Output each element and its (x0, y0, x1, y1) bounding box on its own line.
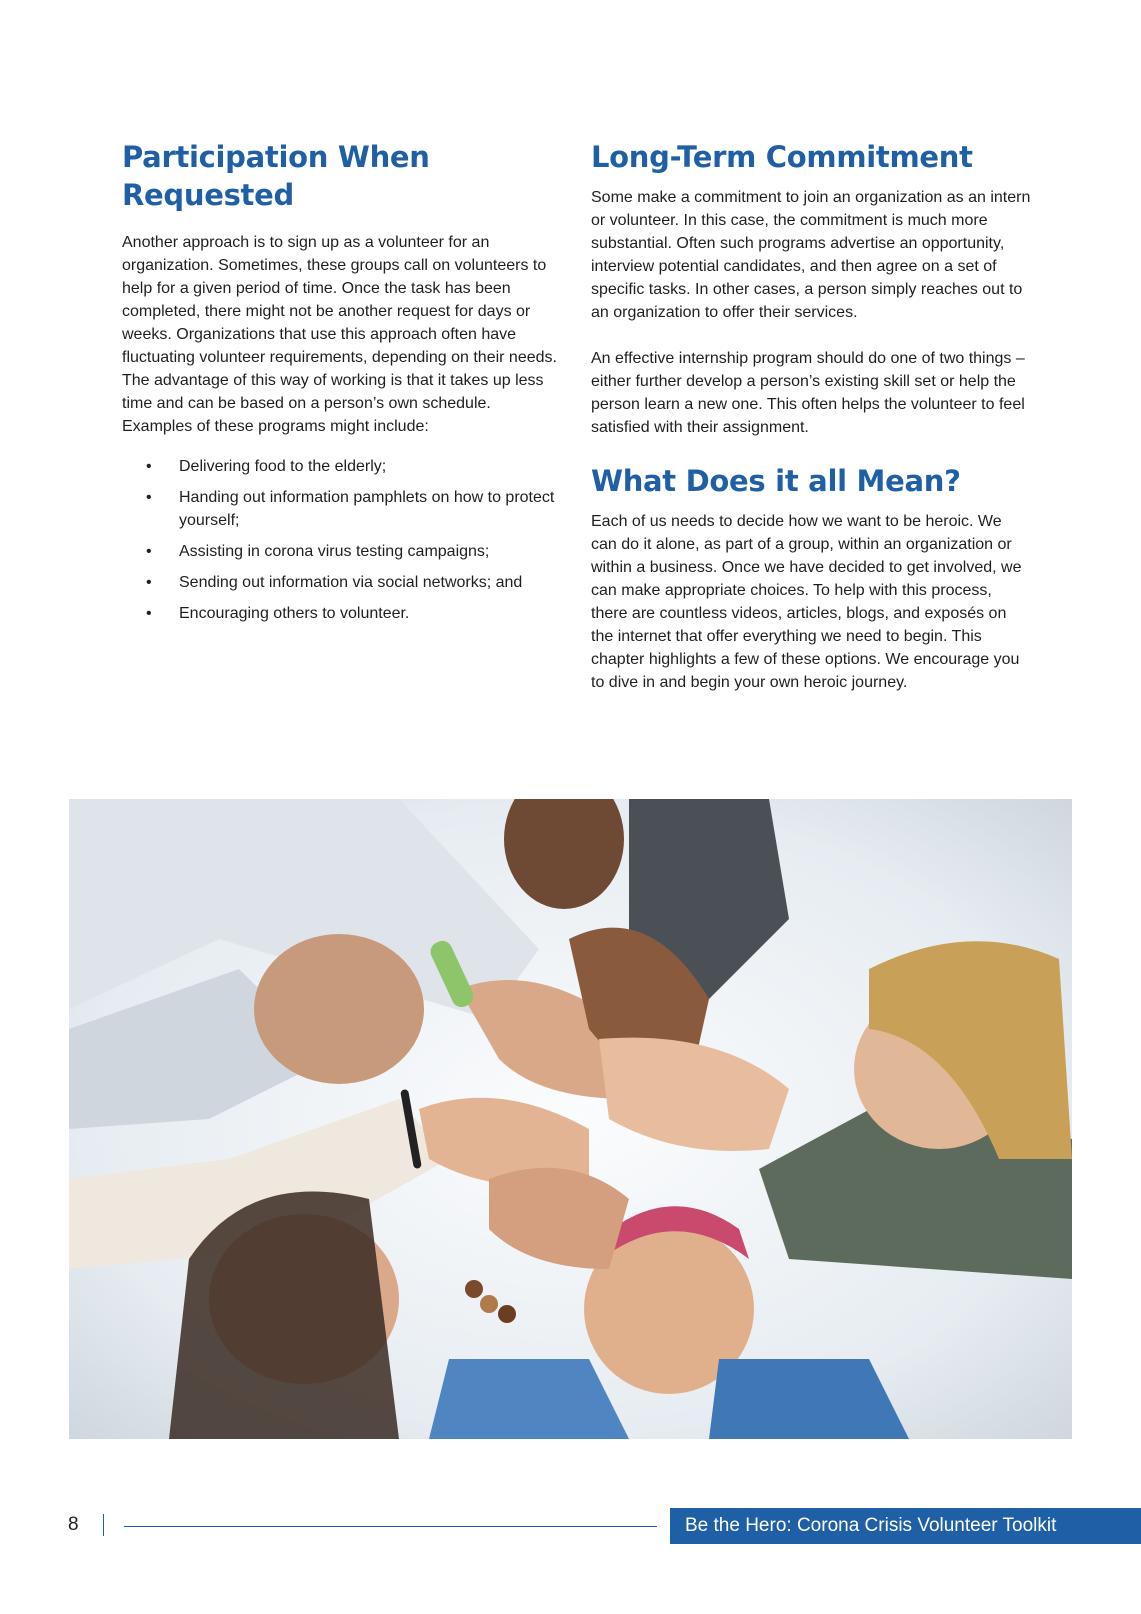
right-column (591, 138, 1031, 694)
examples-list (122, 455, 562, 625)
bullet-icon: • (146, 458, 152, 475)
list-item: • Assisting in corona virus testing campaigns; (122, 540, 562, 563)
meaning-paragraph: Each of us needs to decide how we want to be heroic. We can do it alone, as part of a group, within an organization or within a business. Once we have decided to get involved, we can make appropriate choices. To help with this process, there are countless videos, articles, blogs, and exposés on the internet that offer everything we need to begin. This chapter highlights a few of these options. We encourage you to dive in and begin your own heroic journey. (591, 513, 1022, 691)
footer-title-banner: Be the Hero: Corona Crisis Volunteer Toolkit (670, 1508, 1141, 1544)
heading-line-1: Participation When (122, 140, 430, 174)
section-heading-participation (122, 138, 562, 214)
long-term-paragraph-1: Some make a commitment to join an organization as an intern or volunteer. In this case, the commitment is much more substantial. Often such programs advertise an opportunity, interview potential candidates, and then agree on a set of specific tasks. In other cases, a person simply reaches out to an organization to offer their services. (591, 189, 1031, 321)
page-number: 8 (68, 1514, 79, 1535)
team-hands-illustration (69, 799, 1072, 1439)
footer-rule (124, 1526, 657, 1527)
team-hands-photo (69, 799, 1072, 1439)
heading-line-2: Requested (122, 178, 294, 212)
list-item: • Handing out information pamphlets on how to protect yourself; (122, 486, 562, 532)
bullet-icon: • (146, 489, 152, 506)
left-column (122, 138, 562, 633)
bullet-icon: • (146, 543, 152, 560)
bullet-icon: • (146, 574, 152, 591)
long-term-paragraph-2: An effective internship program should do one of two things – either further develop a person’s existing skill set or help the person learn a new one. This often helps the volunteer to feel satisfied with their assignment. (591, 350, 1025, 436)
section-heading-long-term: Long-Term Commitment (591, 140, 973, 174)
section-heading-meaning: What Does it all Mean? (591, 464, 961, 498)
footer-separator (103, 1514, 104, 1536)
list-item: • Delivering food to the elderly; (122, 455, 562, 478)
list-item: • Sending out information via social networks; and (122, 571, 562, 594)
participation-paragraph: Another approach is to sign up as a volunteer for an organization. Sometimes, these groups call on volunteers to help for a given period of time. Once the task has been completed, there might not be another request for days or weeks. Organizations that use this approach often have fluctuating volunteer requirements, depending on their needs. The advantage of this way of working is that it takes up less time and can be based on a person’s own schedule. Examples of these programs might include: (122, 234, 557, 435)
list-item: • Encouraging others to volunteer. (122, 602, 562, 625)
bullet-icon: • (146, 605, 152, 622)
